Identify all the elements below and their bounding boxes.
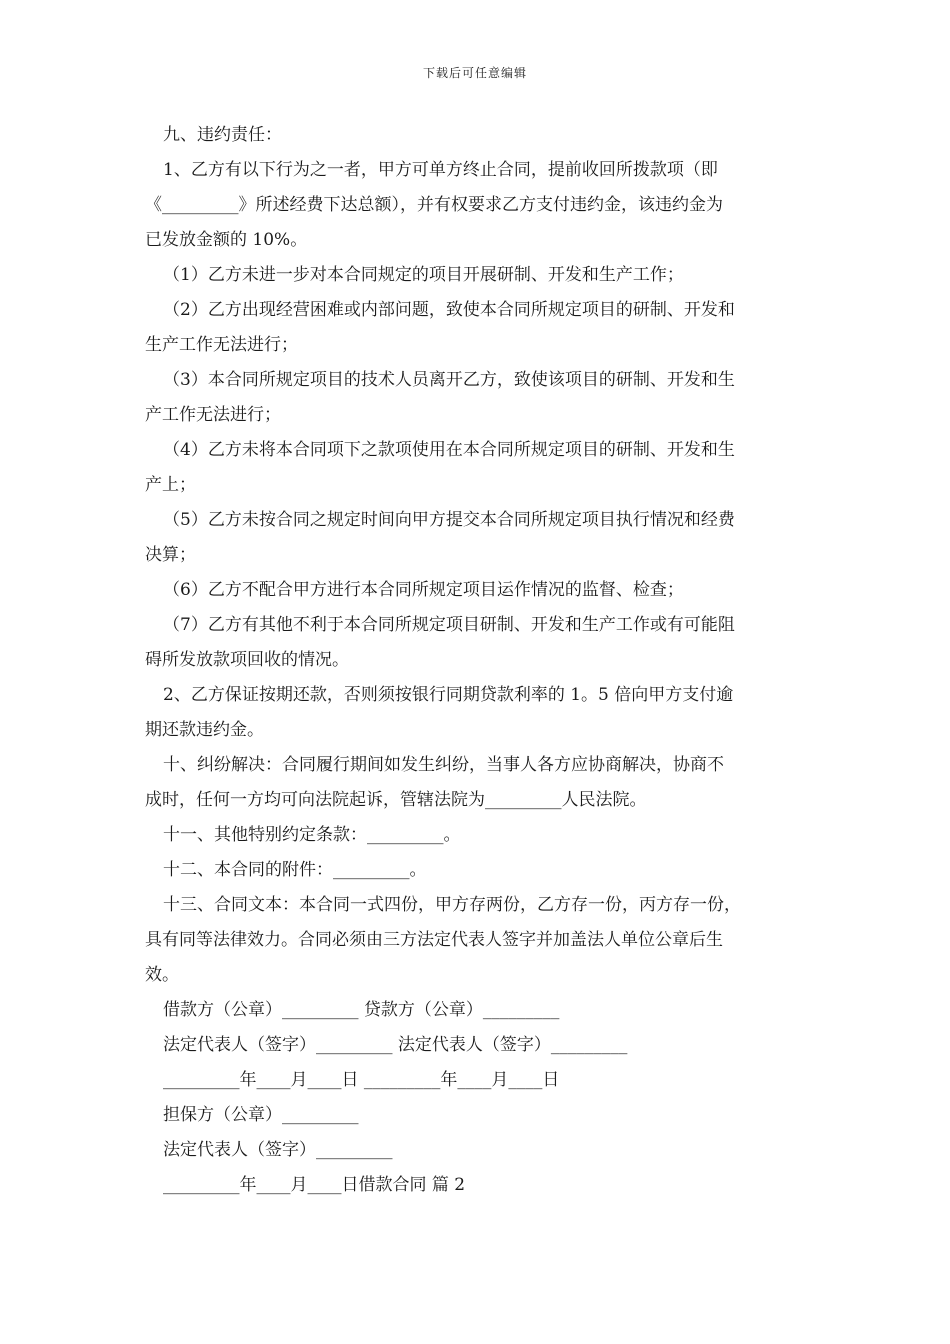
paragraph-line: 已发放金额的 10%。 (145, 230, 308, 250)
paragraph-line: 2、乙方保证按期还款，否则须按银行同期贷款利率的 1。5 倍向甲方支付逾 (163, 685, 734, 705)
list-item: （1）乙方未进一步对本合同规定的项目开展研制、开发和生产工作； (163, 265, 684, 285)
page-header: 下载后可任意编辑 (422, 66, 527, 80)
section-heading-breach: 九、违约责任： (163, 125, 282, 145)
list-item: （5）乙方未按合同之规定时间向甲方提交本合同所规定项目执行情况和经费 (163, 510, 735, 530)
signature-line-dates: _________年____月____日 _________年____月____日 (163, 1070, 560, 1090)
paragraph-line: 产上； (145, 475, 196, 495)
list-item: （7）乙方有其他不利于本合同所规定项目研制、开发和生产工作或有可能阻 (163, 615, 735, 635)
paragraph-line: 效。 (145, 965, 179, 985)
signature-line-guarantor: 担保方（公章）_________ (163, 1105, 359, 1125)
signature-line-guarantor-representative: 法定代表人（签字）_________ (163, 1140, 393, 1160)
section-special-terms: 十一、其他特别约定条款：_________。 (163, 825, 461, 845)
paragraph-line: 碍所发放款项回收的情况。 (145, 650, 349, 670)
paragraph-line: 1、乙方有以下行为之一者，甲方可单方终止合同，提前收回所拨款项（即 (163, 160, 718, 180)
paragraph-line: 产工作无法进行； (145, 405, 281, 425)
document-body (145, 118, 810, 1203)
section-attachments: 十二、本合同的附件：_________。 (163, 860, 427, 880)
paragraph-line: 具有同等法律效力。合同必须由三方法定代表人签字并加盖法人单位公章后生 (145, 930, 723, 950)
list-item: （4）乙方未将本合同项下之款项使用在本合同所规定项目的研制、开发和生 (163, 440, 735, 460)
signature-line-guarantor-date: _________年____月____日借款合同 篇 2 (163, 1175, 466, 1195)
section-contract-copies: 十三、合同文本：本合同一式四份，甲方存两份，乙方存一份，丙方存一份， (163, 895, 741, 915)
paragraph-line: 《_________》所述经费下达总额），并有权要求乙方支付违约金，该违约金为 (145, 195, 723, 215)
paragraph-line: 决算； (145, 545, 196, 565)
signature-line-parties: 借款方（公章）_________ 贷款方（公章）_________ (163, 1000, 560, 1020)
signature-line-representatives: 法定代表人（签字）_________ 法定代表人（签字）_________ (163, 1035, 628, 1055)
paragraph-line: 期还款违约金。 (145, 720, 264, 740)
paragraph-line: 生产工作无法进行； (145, 335, 298, 355)
section-dispute-resolution: 十、纠纷解决：合同履行期间如发生纠纷，当事人各方应协商解决，协商不 (163, 755, 724, 775)
list-item: （2）乙方出现经营困难或内部问题，致使本合同所规定项目的研制、开发和 (163, 300, 735, 320)
list-item: （6）乙方不配合甲方进行本合同所规定项目运作情况的监督、检查； (163, 580, 684, 600)
paragraph-line: 成时，任何一方均可向法院起诉，管辖法院为_________人民法院。 (145, 790, 647, 810)
list-item: （3）本合同所规定项目的技术人员离开乙方，致使该项目的研制、开发和生 (163, 370, 735, 390)
